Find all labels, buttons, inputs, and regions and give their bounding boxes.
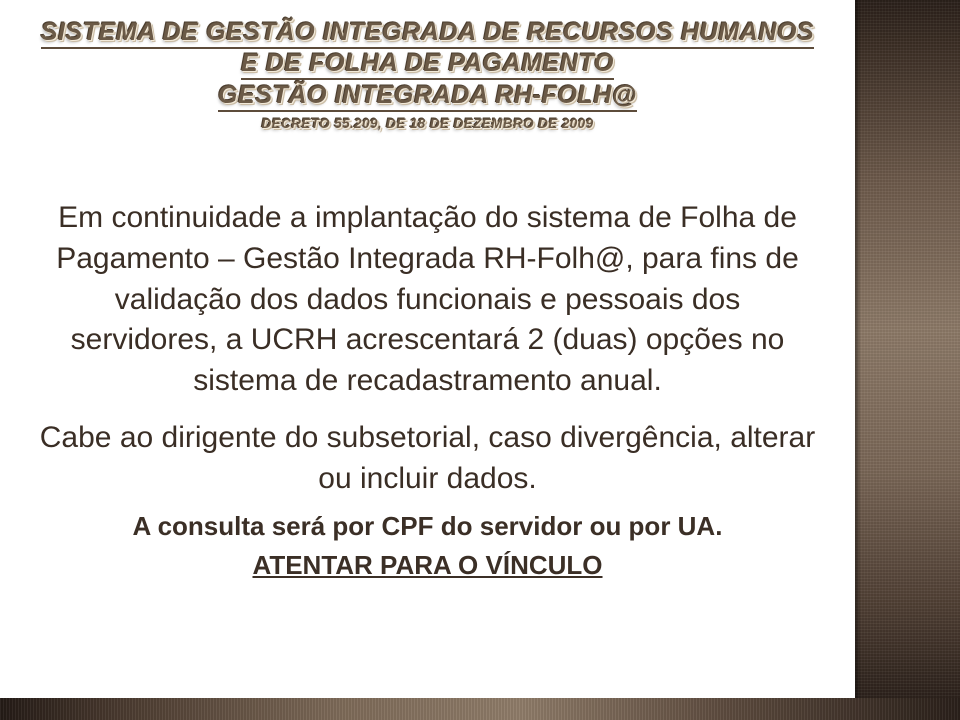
bottom-decorative-strip <box>0 698 960 720</box>
paragraph-3 <box>38 510 817 544</box>
title-line-3-text: GESTÃO INTEGRADA RH-FOLH@ <box>218 81 637 112</box>
title-decree: DECRETO 55.209, DE 18 DE DEZEMBRO DE 2009 <box>261 116 594 131</box>
slide-body-block <box>0 198 855 583</box>
paragraph-1: Em continuidade a implantação do sistema de Folha de Pagamento – Gestão Integrada RH-Folh@, para fins de validação dos dados funcionais e pessoais dos servidores, a UCRH acrescentará 2 (duas) opções no sistema de recadastramento anual. <box>56 201 799 398</box>
paragraph-3-period: . <box>715 510 723 541</box>
band-texture <box>855 0 960 720</box>
band-left-shadow <box>855 0 861 720</box>
bottom-strip-texture <box>0 698 960 720</box>
right-decorative-band <box>855 0 960 720</box>
title-line-1 <box>14 18 841 49</box>
title-line-3 <box>14 81 841 112</box>
title-line-1-text: SISTEMA DE GESTÃO INTEGRADA DE RECURSOS HUMANOS <box>41 18 815 49</box>
paragraph-3-text: A consulta será por CPF do servidor ou por UA <box>132 510 716 541</box>
paragraph-4-text: ATENTAR PARA O VÍNCULO <box>252 550 603 581</box>
paragraph-2: Cabe ao dirigente do subsetorial, caso divergência, alterar ou incluir dados. <box>39 420 816 495</box>
title-line-2 <box>14 49 841 80</box>
slide-title-block <box>0 18 855 131</box>
paragraph-4 <box>38 549 817 583</box>
title-line-2-text: E DE FOLHA DE PAGAMENTO <box>241 49 614 80</box>
